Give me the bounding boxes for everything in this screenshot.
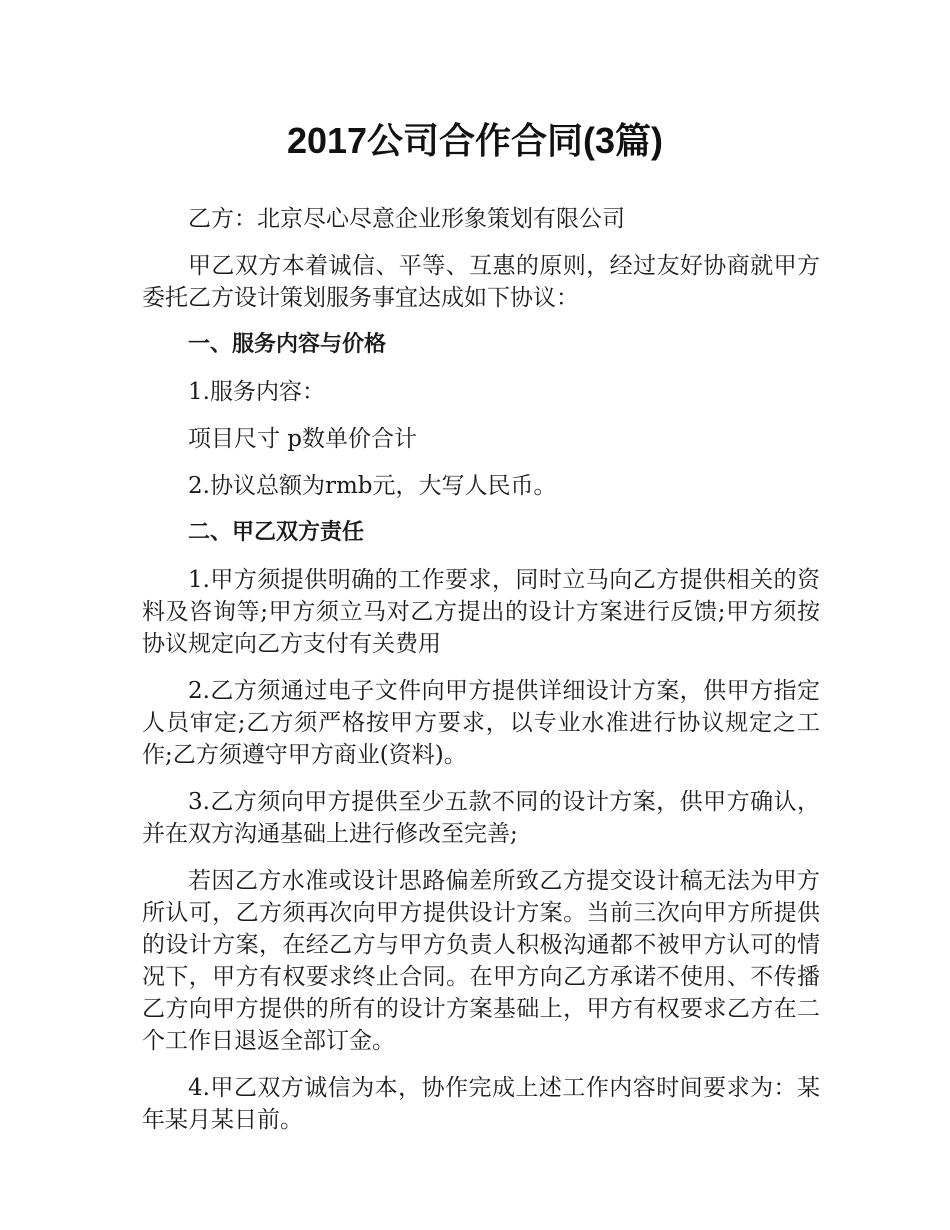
- clause-3-paragraph: 3.乙方须向甲方提供至少五款不同的设计方案，供甲方确认，并在双方沟通基础上进行修改至完善;: [142, 789, 820, 847]
- section-heading-responsibilities: 二、甲乙双方责任: [188, 520, 365, 545]
- section-heading-service: 一、服务内容与价格: [188, 332, 387, 357]
- item-columns-line: 项目尺寸 p数单价合计: [188, 426, 418, 452]
- clause-3-continued-paragraph: 若因乙方水准或设计思路偏差所致乙方提交设计稿无法为甲方所认可，乙方须再次向甲方提供设计方案。当前三次向甲方所提供的设计方案，在经乙方与甲方负责人积极沟通都不被甲方认可的情况下，甲方有权要求终止合同。在甲方向乙方承诺不使用、不传播乙方向甲方提供的所有的设计方案基础上，甲方有权要求乙方在二个工作日退返全部订金。: [142, 868, 820, 1054]
- document-body: [142, 203, 820, 1151]
- document-title: 2017公司合作合同(3篇): [286, 120, 664, 161]
- clause-2-paragraph: 2.乙方须通过电子文件向甲方提供详细设计方案，供甲方指定人员审定;乙方须严格按甲方要求，以专业水准进行协议规定之工作;乙方须遵守甲方商业(资料)。: [142, 678, 820, 768]
- party-b-line: 乙方：北京尽心尽意企业形象策划有限公司: [188, 206, 625, 232]
- intro-paragraph: 甲乙双方本着诚信、平等、互惠的原则，经过友好协商就甲方委托乙方设计策划服务事宜达成如下协议：: [142, 253, 820, 311]
- total-amount-line: 2.协议总额为rmb元，大写人民币。: [188, 473, 557, 499]
- clause-1-paragraph: 1.甲方须提供明确的工作要求，同时立马向乙方提供相关的资料及咨询等;甲方须立马对乙方提出的设计方案进行反馈;甲方须按协议规定向乙方支付有关费用: [142, 567, 820, 657]
- clause-4-paragraph: 4.甲乙双方诚信为本，协作完成上述工作内容时间要求为：某年某月某日前。: [142, 1075, 820, 1133]
- service-content-label: 1.服务内容：: [188, 379, 325, 405]
